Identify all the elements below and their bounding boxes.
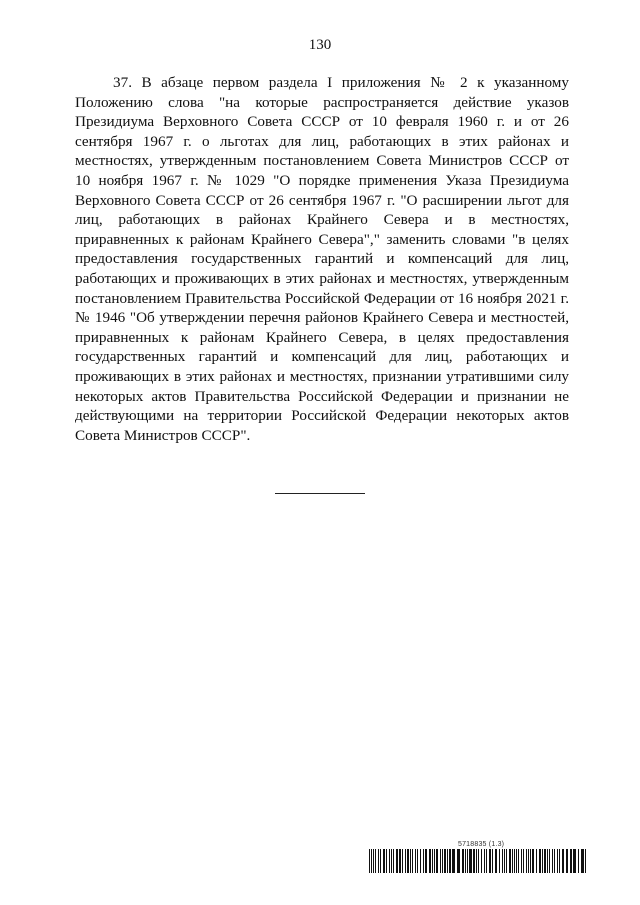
amendment-paragraph: 37. В абзаце первом раздела I приложения № 2 к указанному Положению слова "на которые распространяется действие указов Президиума Верховного Совета СССР от 10 февраля 1960 г. и от 26 сентября 1967 г. о льготах для лиц, работающих в этих районах и местностях, утвержденным постановлением Совета Министров СССР от 10 ноября 1967 г. № 1029 "О порядке применения Указа Президиума Верховного Совета СССР от 26 сентября 1967 г. "О расширении льгот для лиц, работающих в районах Крайнего Севера и в местностях, приравненных к районам Крайнего Севера"," заменить словами "в целях предоставления государственных гарантий и компенсаций для лиц, работающих и проживающих в этих районах и местностях, утвержденным постановлением Правительства Российской Федерации от 16 ноября 2021 г. № 1946 "Об утверждении перечня районов Крайнего Севера и местностей, приравненных к районам Крайнего Севера, в целях предоставления государственных гарантий и компенсаций для лиц, работающих и проживающих в этих районах и местностях, признании утратившими силу некоторых актов Правительства Российской Федерации и признании не действующими на территории Российской Федерации некоторых актов Совета Министров СССР". (75, 74, 569, 444)
document-code: 5718835 (1.3) (458, 841, 505, 848)
barcode-icon (368, 849, 588, 873)
page-number: 130 (308, 37, 332, 53)
separator-line (275, 493, 365, 494)
